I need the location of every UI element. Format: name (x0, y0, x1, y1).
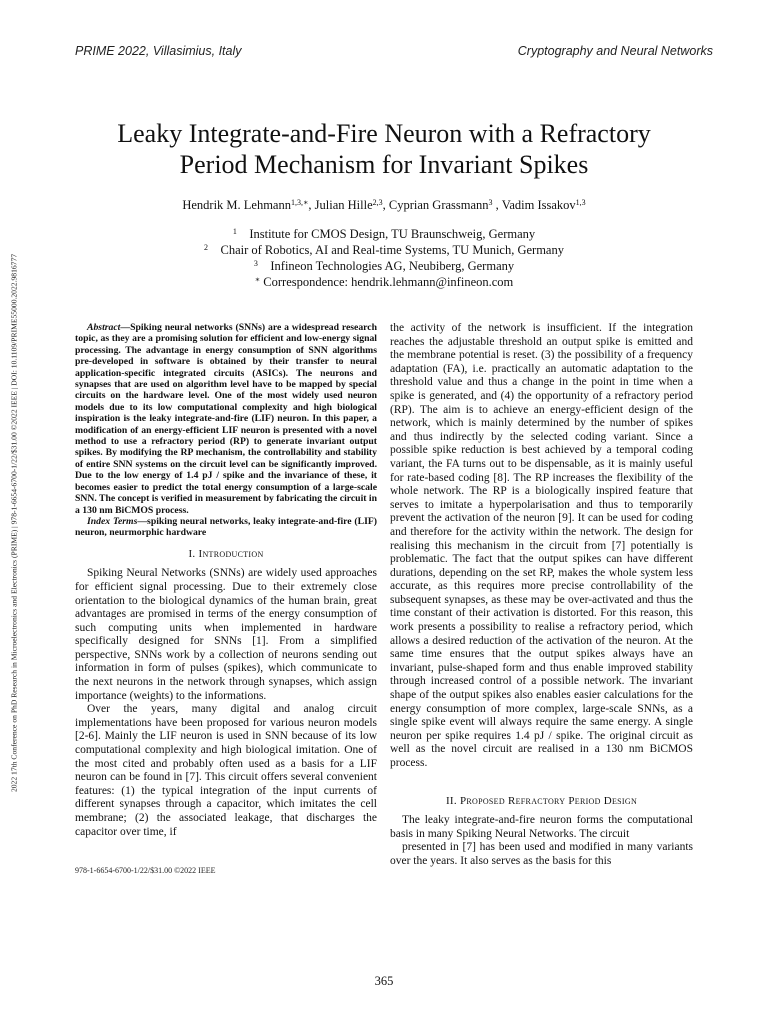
affiliation (0, 226, 768, 242)
affiliation-text: Infineon Technologies AG, Neubiberg, Germany (270, 259, 515, 273)
abstract (75, 322, 377, 516)
section2-paragraph-2: presented in [7] has been used and modified in many variants over the years. It also serves as the basis for this (390, 841, 693, 867)
intro-paragraph-2: Over the years, many digital and analog circuit implementations have been proposed for various neuron models [2-6]. Mainly the LIF neuron is used in SNN because of its low computational complexity and high biological imitation. One of the most cited and probably often used as a basis for a LIF neuron can be found in [7]. This circuit offers several convenient features: (1) the typical integration of the input currents of different synapses through a capacitor, which imitates the cell membrane; (2) the associated leakage, that discharges the capacitor over time, if (75, 703, 377, 838)
section-heading-proposed-design: II. Proposed Refractory Period Design (445, 794, 638, 807)
affiliation-text: Institute for CMOS Design, TU Braunschweig, Germany (249, 227, 536, 241)
affiliation (0, 274, 768, 290)
index-terms (75, 516, 377, 539)
abstract-label: Abstract (87, 322, 121, 333)
author-name: Cyprian Grassmann (388, 198, 489, 212)
author-name: Hendrik M. Lehmann (182, 198, 291, 212)
affiliation-sup: 3 (253, 259, 258, 268)
author-sup: 1,3,∗ (290, 198, 309, 207)
side-doi-text: 2022 17th Conference on PhD Research in Microelectronics and Electronics (PRIME) | 978-1-6654-6700-1/22/$31.00 ©2022 IEEE | DOI: 10.1109/PRIME55000.2022.9816777 (9, 253, 19, 793)
author-list: Hendrik M. Lehmann$^{1,3,∗}$, Julian Hille$^{2,3}$, Cyprian Grassmann$^3$ , Vadim Issakov$^{1,3}$ (182, 198, 586, 212)
page-number: 365 (374, 974, 394, 988)
author-name: Vadim Issakov (501, 198, 576, 212)
copyright-footnote: 978-1-6654-6700-1/22/$31.00 ©2022 IEEE (75, 866, 216, 875)
author-sup: 1,3 (575, 198, 586, 207)
index-terms-label: Index Terms (87, 515, 138, 527)
title-line-1: Leaky Integrate-and-Fire Neuron with a Refractory (117, 119, 651, 148)
left-column (75, 322, 377, 839)
intro-paragraph-1: Spiking Neural Networks (SNNs) are widely used approaches for efficient signal processing. Due to their extremely close orientation to the biological dynamics of the human brain, great advantages are promised in terms of the energy consumption of such computing units when implemented in hardware specifically designed for SNNs [1]. From a simplified perspective, SNNs work by a collection of neurons sending out information in form of pulses (spikes), which communicate to the next neurons in the network through synapses, which assign importance (weights) to the informations. (75, 567, 377, 702)
right-column (390, 322, 693, 869)
affiliation (0, 242, 768, 258)
title-line-2: Period Mechanism for Invariant Spikes (179, 150, 589, 179)
section2-paragraph-1: The leaky integrate-and-fire neuron forms the computational basis in many Spiking Neural Networks. The circuit (390, 814, 693, 840)
running-header-left: PRIME 2022, Villasimius, Italy (75, 44, 242, 58)
running-header-right: Cryptography and Neural Networks (517, 44, 713, 58)
affiliation-sup: ∗ (254, 275, 261, 284)
paper-title (0, 118, 768, 180)
affiliation-text: Correspondence: hendrik.lehmann@infineon.com (263, 275, 514, 289)
affiliation-text: Chair of Robotics, AI and Real-time Systems, TU Munich, Germany (220, 243, 564, 257)
author-sup: 3 (488, 198, 493, 207)
index-terms-text: —spiking neural networks, leaky integrate-and-fire (LIF) neuron, neurmorphic hardware (75, 515, 377, 539)
intro-paragraph-continued: the activity of the network is insufficient. If the integration reaches the adjustable threshold an output spike is emitted and the membrane potential is reset. (3) the possibility of a frequency adaptation (FA), i.e. practically an automatic adaptation to the threshold value and thus a change in the point in time when a spike is generated, and (4) the opportunity of a refractory period (RP). The aim is to achieve an energy-efficient design of the network, which is mainly determined by the number of spikes and thus indirectly by the selected coding variant. Since a possible spike reduction is best achieved by a temporal coding variant, the FA turns out to be dispensable, as it is mainly useful for rate-based coding [8]. The RP increases the flexibility of the whole network. The RP is a biologically inspired feature that serves to imitate a hyperpolarisation and thus to temporarily prevent the activation of the neuron [9]. It can be used for coding and therefore for the activity within the network. The design for realising this mechanism in the circuit from [7] potentially is problematic. The fact that the output spikes can have different durations, depending on the set RP, makes the whole system less accurate, as this requires more precise controllability of the subsequent synapses, as these may be over-activated and thus the time constant of their activation is distorted. For this reason, this work presents a possibility to realise a refractory period, which allows a desired reduction of the activation of the neuron. At the same time ensures that the output spikes always have an invariant, pulse-shaped form and thus enable improved stability through increased control of a possible network. The invariant shape of the output spikes also enables easier calculations for the energy consumption of more complex, large-scale SNNs, as a single spike event will always require the same energy. A single neuron per spike requires 1.4 pJ / spike. The original circuit as well as the novel circuit are realised in a 130 nm BiCMOS process. (390, 322, 693, 769)
affiliation (0, 258, 768, 274)
section-heading-introduction: I. Introduction (188, 547, 264, 560)
affiliation-list (0, 226, 768, 290)
author-sup: 2,3 (372, 198, 383, 207)
affiliation-sup: 1 (232, 227, 237, 236)
affiliation-sup: 2 (204, 243, 208, 252)
author-name: Julian Hille (314, 198, 373, 212)
abstract-text: —Spiking neural networks (SNNs) are a widespread research topic, as they are a promising solution for efficient and low-energy signal processing. The advantage in energy consumption of SNN algorithms pre-developed in software is obtained by their transfer to neural application-specific integrated circuits (ASICs). The neurons and synapses that are used on algorithm level have to be mapped by special circuits on the hardware level. One of the most widely used neuron models due to its low computational complexity and high biological inspiration is the leaky integrate-and-fire (LIF) neuron. In this paper, a modification of an energy-efficient LIF neuron is presented with a novel method to use a refractory period (RP) to generate invariant output spikes. By modifying the RP mechanism, the controllability and stability of entire SNN systems on the circuit level can be significantly improved. Due to the low energy of 1.4 pJ / spike and the invariance of these, it becomes easier to predict the total energy consumption of a large-scale SNN. The concept is verified in measurement by fabricating the circuit in a 130 nm BiCMOS process. (75, 322, 377, 516)
